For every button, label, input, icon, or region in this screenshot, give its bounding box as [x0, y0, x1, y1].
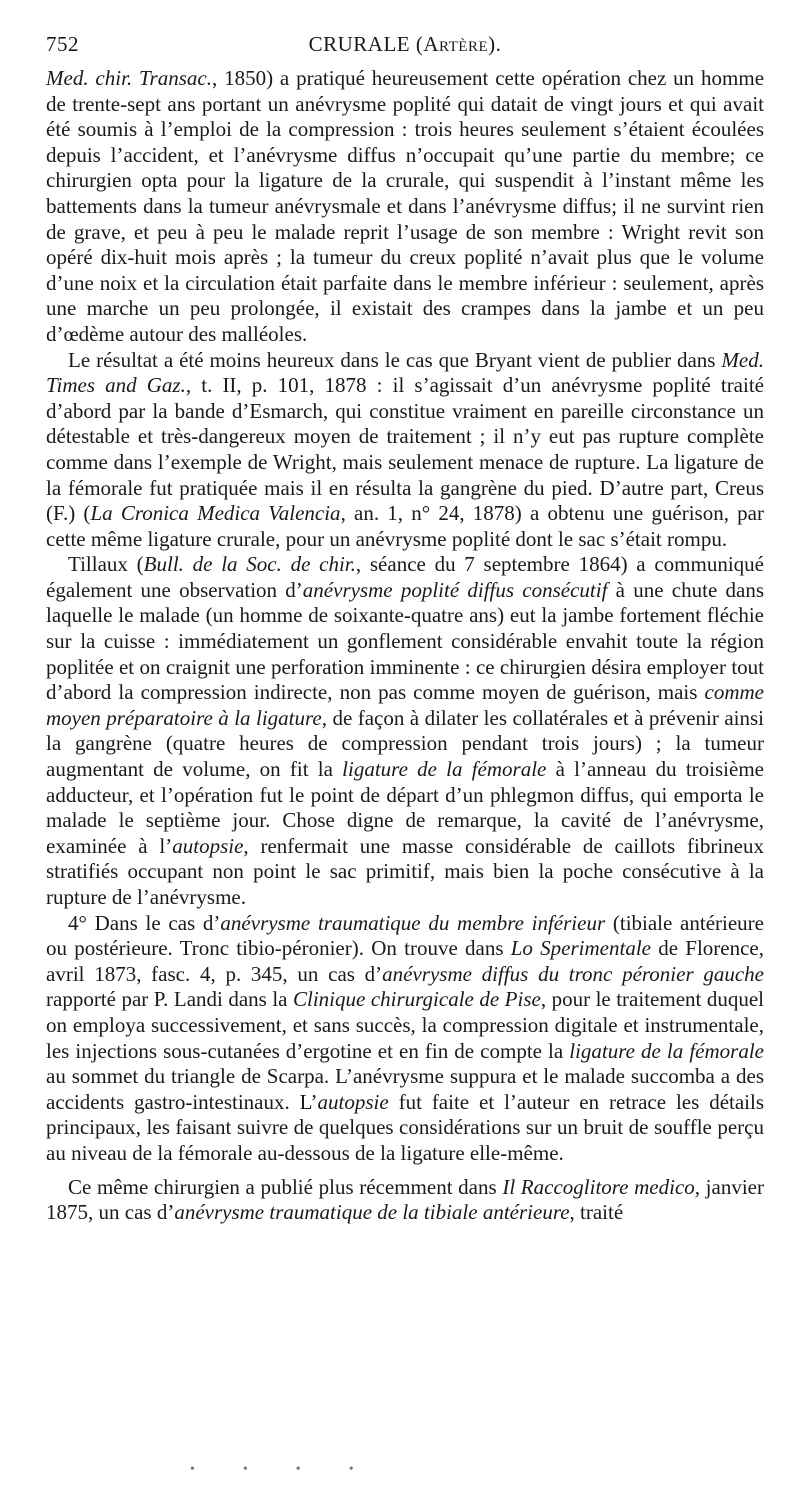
text-segment: (tibiale antérieure ou postérieure. Tronc tibio-péronier). On trouve dans: [46, 910, 764, 961]
text-segment: de Florence, avril 1873, fasc. 4, p. 345, un cas d’: [46, 936, 765, 986]
italic-segment: Med. chir. Transac.: [46, 66, 212, 90]
paragraph-3: [46, 552, 764, 910]
running-title: [46, 32, 764, 57]
text-segment: Ce même chirurgien a publié plus récemment dans: [68, 1174, 503, 1199]
text-segment: fut faite et l’auteur en retrace les détails principaux, les faisant suivre de quelques considérations sur un bruit de souffle perçu au niveau de la fémorale au-dessous de la ligature elle-même.: [46, 1089, 765, 1165]
text-segment: à l’anneau du troisième adducteur, et l’opération fut le point de départ d’un phlegmon diffus, qui emporta le malade le septième jour. Chose digne de remarque, la cavité de l’anévrysme, examinée à l’: [46, 757, 764, 858]
book-page: [46, 28, 764, 1226]
text-segment: , pour le traitement duquel on employa successivement, et sans succès, la compression digitale et instrumentale, les injections sous-cutanées d’ergotine et en fin de compte la: [46, 987, 764, 1063]
text-segment: , t. II, p. 101, 1878 : il s’agissait d’un anévrysme poplité traité d’abord par la bande d’Esmarch, qui constitue vraiment en pareille circonstance un détestable et très-dangereux moyen de traitement ; il n’y eut pas rupture complète comme dans l’exemple de Wright, mais seulement menace de rupture. La ligature de la fémorale fut pratiquée mais il en résulta la gangrène du pied. D’autre part, Creus (F.) (: [46, 373, 764, 526]
text-segment: rapporté par P. Landi dans la: [46, 987, 293, 1012]
paragraph-1: [46, 66, 764, 348]
italic-segment: anévrysme traumatique du membre inférieur: [220, 910, 606, 935]
text-segment: Le résultat a été moins heureux dans le cas que Bryant vient de publier dans: [68, 347, 722, 372]
text-segment: 4° Dans le cas d’: [68, 910, 221, 935]
running-title-main: CRURALE: [308, 32, 411, 56]
body-text: [46, 66, 764, 1226]
italic-segment: autopsie: [317, 1089, 389, 1114]
italic-segment: autopsie: [172, 833, 244, 858]
text-segment: , an. 1, n° 24, 1878) a obtenu une guérison, par cette même ligature crurale, pour un anévrysme poplité dont le sac s’était rompu.: [46, 501, 764, 551]
text-segment: , janvier 1875, un cas d’: [46, 1174, 764, 1225]
italic-segment: anévrysme traumatique de la tibiale antérieure: [174, 1200, 570, 1225]
running-title-paren: (Artère).: [415, 32, 502, 56]
text-segment: , renfermait une masse considérable de caillots fibrineux stratifiés occupant non point le sac primitif, mais bien la poche consécutive à la rupture de l’anévrysme.: [46, 833, 764, 909]
text-segment: , 1850) a pratiqué heureusement cette opération chez un homme de trente-sept ans portant un anévrysme poplité qui datait de vingt jours et qui avait été soumis à l’emploi de la compression : trois heures seulement s’étaient écoulées depuis l’accident, et l’anévrysme diffus n’occupait qu’une partie du membre; ce chirurgien opta pour la ligature de la crurale, qui suspendit à l’instant même les battements dans la tumeur anévrysmale et dans l’anévrysme diffus; il ne survint rien de grave, et peu à peu le malade reprit l’usage de son membre : Wright revit son opéré dix-huit mois après ; la tumeur du creux poplité n’avait plus que le volume d’une noix et la circulation était parfaite dans le membre inférieur : seulement, après une marche un peu prolongée, il existait des crampes dans la jambe et un peu d’œdème autour des malléoles.: [46, 66, 765, 346]
italic-segment: ligature de la fémorale: [342, 757, 547, 782]
text-segment: , séance du 7 septembre 1864) a communiqué également une observation d’: [46, 552, 765, 602]
page-header: [46, 28, 764, 62]
italic-segment: Lo Sperimentale: [510, 936, 651, 961]
page-bottom-marks: ••••: [190, 1462, 402, 1477]
paragraph-2: [46, 348, 764, 553]
italic-segment: Med. Times and Gaz.: [46, 347, 764, 398]
italic-segment: comme moyen préparatoire à la ligature: [46, 680, 764, 730]
paragraph-4: [46, 911, 764, 1167]
italic-segment: La Cronica Medica Valencia: [90, 501, 341, 526]
text-segment: à une chute dans laquelle le malade (un homme de soixante-quatre ans) eut la jambe fortement fléchie sur la cuisse : immédiatement un gonflement considérable envahit toute la région poplitée et on craignit une perforation imminente : ce chirurgien désira employer tout d’abord la compression indirecte, non pas comme moyen de guérison, mais: [46, 577, 764, 705]
italic-segment: anévrysme diffus du tronc péronier gauche: [382, 961, 764, 986]
paragraph-5: [46, 1175, 764, 1226]
text-segment: Tillaux (: [68, 552, 144, 577]
text-segment: , de façon à dilater les collatérales et à prévenir ainsi la gangrène (quatre heures de compression pendant trois jours) ; la tumeur augmentant de volume, on fit la: [46, 705, 764, 782]
italic-segment: Clinique chirurgicale de Pise: [293, 987, 541, 1012]
text-segment: , traité: [569, 1200, 624, 1225]
italic-segment: Bull. de la Soc. de chir.: [143, 552, 356, 577]
italic-segment: anévrysme poplité diffus consécutif: [302, 577, 608, 602]
italic-segment: Il Raccoglitore medico: [502, 1174, 695, 1199]
italic-segment: ligature de la fémorale: [569, 1038, 764, 1063]
page-number: 752: [46, 32, 79, 56]
text-segment: au sommet du triangle de Scarpa. L’anévrysme suppura et le malade succomba a des accidents gastro-intestinaux. L’: [46, 1064, 764, 1114]
